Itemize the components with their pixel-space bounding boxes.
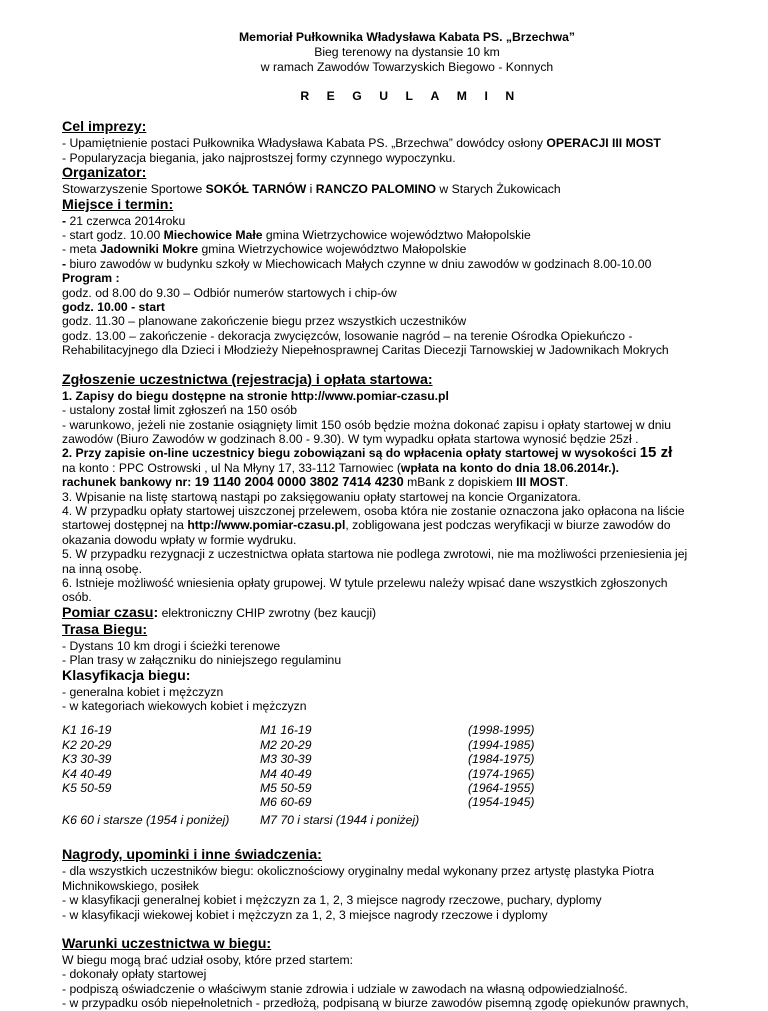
cel-line-1 — [62, 136, 752, 150]
birth-year-range: (1964-1955) — [468, 780, 535, 795]
timing-line — [62, 605, 752, 622]
men-category: M4 40-49 — [260, 766, 312, 781]
birth-year-range: (1994-1985) — [468, 737, 535, 752]
document-header — [62, 30, 752, 75]
reg-item-2-text: 2. Przy zapisie on-line uczestnicy biegu zobowiązani są do wpłacenia opłaty startowej w wysokości — [62, 446, 640, 461]
route-line-1: - Dystans 10 km drogi i ścieżki terenowe — [62, 638, 281, 653]
start-line — [62, 228, 752, 242]
age-categories — [62, 723, 752, 835]
classification-line-1: - generalna kobiet i mężczyzn — [62, 684, 224, 699]
birth-year-range: (1954-1945) — [468, 795, 535, 810]
program-start: godz. 10.00 - start — [62, 300, 165, 315]
men-category: M3 30-39 — [260, 752, 312, 767]
finish-place: Jadowniki Mokre — [99, 242, 199, 257]
event-subtitle: w ramach Zawodów Towarzyskich Biegowo - Konnych — [260, 60, 554, 74]
women-category: K1 16-19 — [62, 723, 112, 738]
org-ranczo: RANCZO PALOMINO — [315, 182, 437, 197]
men-category: M6 60-69 — [260, 795, 312, 810]
timing-heading: Pomiar czasu — [62, 604, 154, 621]
office-text: biuro zawodów w budynku szkoły w Miechowicach Małych czynne w dniu zawodów w godzinach 8.00-10.00 — [66, 256, 652, 271]
timing-colon: : — [153, 604, 159, 621]
condition-item: - dokonały opłaty startowej — [62, 967, 207, 982]
start-region: gmina Wietrzychowice województwo Małopolskie — [262, 228, 531, 243]
birth-year-range: (1974-1965) — [468, 766, 535, 781]
classification-line-2: - w kategoriach wiekowych kobiet i mężczyzn — [62, 699, 307, 713]
reg-item-5-cont: na inną osobę. — [62, 561, 142, 576]
conditions-heading: Warunki uczestnictwa w biegu: — [62, 936, 272, 953]
org-and: i — [306, 182, 316, 197]
program-item-3: godz. 11.30 – planowane zakończenie biegu przez wszystkich uczestników — [62, 314, 467, 329]
date-text: 21 czerwca 2014roku — [66, 213, 186, 228]
finish-region: gmina Wietrzychowice województwo Małopolskie — [198, 242, 467, 257]
birth-years — [468, 723, 534, 809]
reg-conditional: - warunkowo, jeżeli nie zostanie osiągnięty limit 150 osób będzie można dokonać zapisu i opłaty startowej w dniu — [62, 417, 672, 432]
account-holder: na konto : PPC Ostrowski , ul Na Młyny 17, 33-112 Tarnowiec ( — [62, 460, 401, 475]
organizer-line — [62, 182, 752, 196]
cel-heading: Cel imprezy: — [62, 119, 147, 136]
reg-conditional-cont: zawodów (Biuro Zawodów w godzinach 8.00 - 9.30). W tym wypadku opłata startowa wynosić będzie 25zł . — [62, 431, 639, 446]
program-item-4-cont: Rehabilitacyjnego dla Dzieci i Młodzieży Niepełnosprawnej Caritas Diecezji Tarnowskiej w Jadownikach Mokrych — [62, 343, 669, 358]
org-text: Stowarzyszenie Sportowe — [62, 182, 206, 197]
program-heading — [62, 271, 752, 285]
women-category: K4 40-49 — [62, 766, 112, 781]
regulamin-heading: REGULAMIN — [300, 89, 532, 103]
condition-item: - w przypadku osób niepełnoletnich - przedłożą, podpisaną w biurze zawodów pisemną zgodę opiekunów prawnych, — [62, 996, 689, 1011]
memorial-title: Memoriał Pułkownika Władysława Kabata PS. „Brzechwa” — [239, 30, 575, 44]
document-page — [62, 30, 752, 1011]
transfer-title: III MOST — [516, 475, 565, 490]
reg-item-5: 5. W przypadku rezygnacji z uczestnictwa opłata startowa nie podlega zwrotowi, nie ma możliwości przeniesienia jej — [62, 547, 688, 562]
classification-heading: Klasyfikacja biegu: — [62, 667, 191, 684]
program-item-1: godz. od 8.00 do 9.30 – Odbiór numerów startowych i chip-ów — [62, 285, 397, 300]
finish-line — [62, 242, 752, 256]
office-line — [62, 257, 752, 271]
org-place: w Starych Żukowicach — [436, 182, 561, 197]
prizes-heading: Nagrody, upominki i inne świadczenia: — [62, 847, 322, 864]
women-category: K2 20-29 — [62, 737, 112, 752]
reg-item-6: 6. Istnieje możliwość wniesienia opłaty grupowej. W tytule przelewu należy wpisać dane wszystkich zgłoszonych — [62, 575, 668, 590]
org-sokol: SOKÓŁ TARNÓW — [205, 182, 307, 197]
cel-text: - Upamiętnienie postaci Pułkownika Władysława Kabata PS. „Brzechwa” dowódcy osłony — [62, 136, 547, 151]
finish-text: - meta — [62, 242, 100, 257]
fee-amount: 15 zł — [639, 444, 673, 462]
bank-note: mBank z dopiskiem — [403, 475, 517, 490]
program-item-4: godz. 13.00 – zakończenie - dekoracja zwycięzców, losowanie nagród – na terenie Ośrodka Opiekuńczo - — [62, 328, 633, 343]
men-category: M5 50-59 — [260, 780, 312, 795]
women-category-last: K6 60 i starsze (1954 i poniżej) — [62, 813, 230, 828]
women-category: K3 30-39 — [62, 752, 112, 767]
route-line-2: - Plan trasy w załączniku do niniejszego regulaminu — [62, 653, 342, 668]
timing-text: elektroniczny CHIP zwrotny (bez kaucji) — [158, 605, 377, 620]
prizes-line-1-cont: Michnikowskiego, posiłek — [62, 878, 199, 893]
reg-item-6-cont: osób. — [62, 590, 92, 605]
website-link[interactable]: http://www.pomiar-czasu.pl — [187, 518, 346, 533]
date-line — [62, 214, 752, 228]
reg-item-1-text: 1. Zapisy do biegu dostępne na stronie http://www.pomiar-czasu.pl — [62, 388, 449, 403]
reg-item-2 — [62, 446, 752, 460]
birth-year-range: (1998-1995) — [468, 723, 535, 738]
race-subtitle: Bieg terenowy na dystansie 10 km — [314, 45, 500, 59]
period: . — [564, 475, 569, 490]
prizes-line-3: - w klasyfikacji wiekowej kobiet i mężczyzn za 1, 2, 3 miejsce nagrody rzeczowe i dyplomy — [62, 907, 548, 922]
program-label: Program : — [62, 271, 120, 286]
start-place: Miechowice Małe — [163, 228, 263, 243]
reg-item-4-end: okazania dowodu wpłaty w formie wydruku. — [62, 532, 297, 547]
route-heading: Trasa Biegu: — [62, 621, 148, 638]
bank-label: rachunek bankowy nr: — [62, 475, 195, 490]
women-categories — [62, 723, 111, 795]
women-category: K5 50-59 — [62, 780, 112, 795]
reg-item-4-cont — [62, 518, 752, 532]
prizes-line-1: - dla wszystkich uczestników biegu: okolicznościowy oryginalny medal wykonany przez artystę plastyka Piotra — [62, 864, 655, 879]
reg-limit: - ustalony został limit zgłoszeń na 150 osób — [62, 403, 298, 418]
men-category: M1 16-19 — [260, 723, 312, 738]
conditions-intro: W biegu mogą brać udział osoby, które przed startem: — [62, 953, 354, 968]
prizes-line-2: - w klasyfikacji generalnej kobiet i mężczyzn za 1, 2, 3 miejsce nagrody rzeczowe, puchary, dyplomy — [62, 893, 602, 908]
reg-item-4: 4. W przypadku opłaty startowej uiszczonej przelewem, osoba która nie zostanie oznaczona jako opłacona na liście — [62, 503, 685, 518]
dash: - — [62, 256, 67, 271]
dash: - — [62, 213, 67, 228]
organizer-heading: Organizator: — [62, 165, 147, 182]
men-categories — [260, 723, 312, 809]
reg-item-3: 3. Wpisanie na listę startową nastąpi po zaksięgowaniu opłaty startowej na koncie Organizatora. — [62, 489, 581, 504]
account-line — [62, 461, 752, 475]
payment-deadline: wpłata na konto do dnia 18.06.2014r.). — [400, 460, 620, 475]
men-category-last: M7 70 i starsi (1944 i poniżej) — [260, 813, 420, 828]
start-text: - start godz. 10.00 — [62, 228, 164, 243]
bank-account-number: 19 1140 2004 0000 3802 7414 4230 — [194, 474, 404, 490]
reg-item-4-text: startowej dostępnej na — [62, 518, 188, 533]
operation-name: OPERACJI III MOST — [546, 136, 661, 151]
birth-year-range: (1984-1975) — [468, 752, 535, 767]
reg-item-1 — [62, 389, 752, 403]
registration-heading: Zgłoszenie uczestnictwa (rejestracja) i opłata startowa: — [62, 371, 433, 388]
condition-item: - podpiszą oświadczenie o właściwym stanie zdrowia i udziale w zawodach na własną odpowiedzialność. — [62, 981, 628, 996]
program-item-2 — [62, 300, 752, 314]
cel-line-2: - Popularyzacja biegania, jako najprostszej formy czynnego wypoczynku. — [62, 150, 456, 165]
reg-item-4-text-2: , zobligowana jest podczas weryfikacji w biurze zawodów do — [345, 518, 671, 533]
men-category: M2 20-29 — [260, 737, 312, 752]
bank-line — [62, 475, 752, 489]
miejsce-heading: Miejsce i termin: — [62, 196, 174, 213]
